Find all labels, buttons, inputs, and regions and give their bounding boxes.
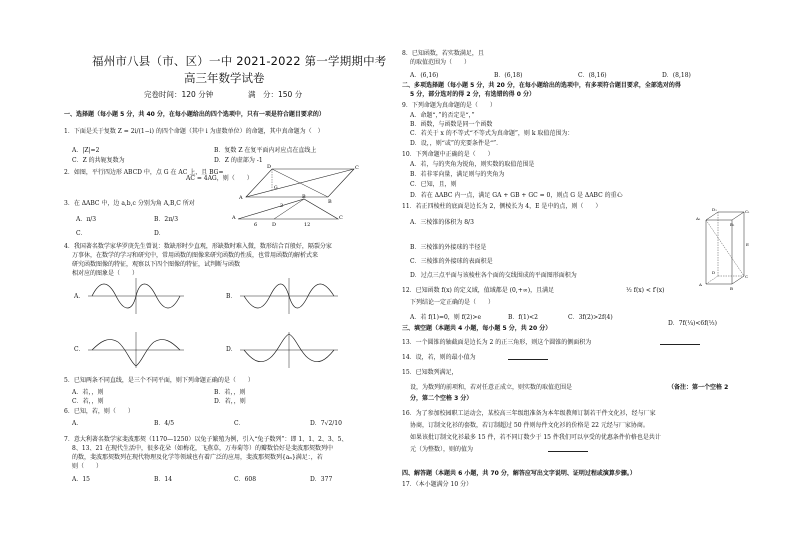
cube-label-d: D <box>712 270 716 275</box>
fig3-label-6: 6 <box>254 222 258 228</box>
question-15: 15．已知数列满足， <box>402 369 458 376</box>
q6-option-b: B．4/5 <box>154 420 175 427</box>
cube-label-c: C <box>745 274 749 279</box>
question-2-cont: AC = 4AG，则（ ） <box>186 175 253 182</box>
q15-note: （备注：第一个空格 2 <box>668 384 729 391</box>
q9-option-a: A．命题“，”的否定是“，” <box>410 112 475 119</box>
q3-option-a: A．π/3 <box>76 216 97 223</box>
q7-option-c: C．608 <box>234 476 257 483</box>
question-8-cont: 的取值范围为（ ） <box>410 59 471 66</box>
question-11: 11．若正四棱柱的底面是边长为 2，侧棱长为 4，E 是中的点，则（ ） <box>402 203 602 210</box>
question-4-line3: 研究函数图像的特征，观察以下四个图像的特征，试判断与函数 <box>72 261 241 268</box>
q10-option-b: B．若非零向量，满足则与的夹角为 <box>410 171 505 178</box>
left-column <box>58 0 393 550</box>
q16-answer-blank[interactable] <box>548 446 588 452</box>
question-12-prompt: 下列结论一定正确的是（ ） <box>410 299 495 306</box>
q3-option-d: D． <box>154 230 165 237</box>
q8-option-a: A．(6,16) <box>410 72 439 79</box>
question-5: 5．已知两条不同直线，是三个不同平面，则下列命题正确的是（ ） <box>64 377 254 384</box>
graph-option-a <box>88 278 186 316</box>
question-1: 1．下面是关于复数 Z = 2i/(1−i) 的四个命题（其中 i 为虚数单位）的命题，其中真命题为（ ） <box>64 128 324 135</box>
question-16-line2: 协商，订制文化衫的套数，若订制超过 50 件则每件文化衫的价格是 22 元经与厂家协商。 <box>410 422 649 429</box>
question-7-line4: 则（ ） <box>72 463 103 470</box>
right-column <box>398 0 758 550</box>
question-16-line1: 16．为了参加校园职工运动会，某校高三年级组准备为本年级教师订制若干件文化衫，经与厂家 <box>402 410 656 417</box>
fig3-label-2: 2 <box>280 203 284 209</box>
question-16-line3: 如果该批订制文化衫最多 15 件，若不同订数少于 15 件我们可以享受的优惠条件价格也是共计 <box>410 434 661 441</box>
exam-score: 满 分：150 分 <box>248 90 303 99</box>
cube-label-b: B <box>730 286 733 291</box>
q6-option-a: A． <box>72 420 83 427</box>
q7-option-d: D．377 <box>310 476 333 483</box>
exam-subtitle: 高三年数学试卷 <box>184 71 265 85</box>
fig2-label-a: A <box>239 195 243 201</box>
graph-option-b <box>240 278 340 316</box>
question-9: 9．下列命题为真命题的是（ ） <box>402 102 496 109</box>
q3-option-b: B．2π/3 <box>154 216 179 223</box>
graph-option-c <box>88 332 186 370</box>
q15-note-cont: 分，第二个空格 3 分） <box>410 395 473 402</box>
fig3-label-c: C <box>339 215 343 221</box>
q4-option-d: D． <box>226 346 237 353</box>
q8-option-c: C．(8,16) <box>578 72 607 79</box>
cube-label-d1: D₁ <box>712 207 717 212</box>
question-7-line1: 7．意大利著名数学家斐波那契（1170—1250）以兔子繁殖为例，引入“兔子数列”：即 1、1、2、3、5、 <box>64 436 348 443</box>
section-3-heading: 三、填空题（本题共 4 小题，每小题 5 分，共 20 分） <box>402 325 552 332</box>
q6-option-d: D．7√2/10 <box>310 420 342 427</box>
q11-option-c: C．三棱锥的外接球的表面积是 <box>410 258 493 265</box>
cube-label-a1: A₁ <box>696 216 701 221</box>
q1-option-c: C．Z 的共轭复数为 <box>72 157 125 164</box>
q5-option-a: A．若，，则 <box>72 389 104 396</box>
question-17: 17．（本小题满分 10 分） <box>402 481 473 488</box>
fig2-label-g: G <box>274 186 278 191</box>
question-7-line3: 的数，斐波那契数列在现代物理及化学等领域也有着广泛的应用，斐波那契数列{aₙ}满足：，若 <box>72 454 323 461</box>
q12-option-d: D．7f(¼)<6f(⅓) <box>668 320 717 327</box>
prism-figure <box>696 207 752 291</box>
question-2: 2．如图，平行四边形 ABCD 中，点 G 在 AC 上，且 BG= <box>64 169 224 176</box>
section-4-heading: 四、解答题（本题共 6 小题，共 70 分，解答应写出文字说明、证明过程或演算步骤。） <box>402 470 636 477</box>
fig2-label-c: C <box>355 165 359 171</box>
q4-option-c: C． <box>74 346 85 353</box>
cube-label-c1: C₁ <box>745 209 750 214</box>
q8-option-b: B．(6,18) <box>494 72 523 79</box>
q10-option-c: C．已知，且，则 <box>410 181 457 188</box>
question-13: 13．一个圆锥的轴截面是边长为 2 的正三角形，则这个圆锥的侧面积为 <box>402 339 592 346</box>
triangle-figure <box>234 195 344 227</box>
question-10: 10．下列命题中正确的是（ ） <box>402 151 494 158</box>
graph-option-d <box>240 332 340 370</box>
question-4-line4: 相对应的图象是（ ） <box>72 270 139 277</box>
q8-option-d: D．(8,18) <box>662 72 691 79</box>
q9-option-c: C．若关于 x 的不等式“不等式为真命题”，则 k 取值范围为： <box>410 130 574 137</box>
q1-option-d: D．Z 的虚部为 -1 <box>214 157 263 164</box>
question-7-line2: 8、13、21 在现代生活中，很多花朵（如梅花，飞燕草，万寿菊等）的瓣数恰好是斐波那契数列中 <box>72 445 333 452</box>
section-2-heading: 二、多项选择题（每小题 5 分，共 20 分，在每小题给出的选项中，有多项符合题目要求，全部选对的得 <box>402 82 681 89</box>
q1-option-b: B．复数 Z 在复平面内对应点在直线上 <box>214 147 317 154</box>
section-2-heading-cont: 5 分，部分选对的得 2 分，有选错的得 0 分） <box>410 91 535 98</box>
fig3-label-d: D <box>272 222 277 228</box>
fig3-label-a: A <box>232 215 236 221</box>
fig2-label-d: D <box>267 164 272 170</box>
q12-option-b: B．f(1)<2 <box>508 314 538 321</box>
q9-option-d: D．设，，则“或”的充要条件是“”． <box>410 140 503 147</box>
q14-answer-blank[interactable] <box>508 354 548 360</box>
question-12: 12．已知函数 f(x) 的定义域，值域都是 (0,+∞)，且满足 <box>402 287 555 294</box>
q6-option-c: C． <box>234 420 245 427</box>
q11-option-b: B．三棱锥的外接球的半径是 <box>410 244 487 251</box>
q12-option-c: C．3f(2)>2f(4) <box>568 314 613 321</box>
q12-option-a: A．若 f(1)=0，则 f(2)>e <box>410 314 482 321</box>
question-15-cont: 设，为数列的前项和，若对任意正成立，则实数的取值范围是 <box>410 384 573 391</box>
q1-option-a: A．|Z|=2 <box>72 147 100 154</box>
exam-title: 福州市八县（市、区）一中 2021-2022 第一学期期中考 <box>92 54 387 68</box>
question-14: 14．设，若，则的最小值为 <box>402 354 476 361</box>
q5-option-b: B．若，，则 <box>214 389 246 396</box>
question-12-condition: ½ f(x) < f′(x) <box>626 287 665 294</box>
q7-option-b: B．14 <box>154 476 173 483</box>
q11-option-d: D．过点三点平面与该棱柱各个面的交线围成的平面图形面积为 <box>410 272 577 279</box>
cube-label-a: A <box>699 282 702 287</box>
q13-answer-blank[interactable] <box>660 339 700 345</box>
q9-option-b: B．函数，与函数是同一个函数 <box>410 121 493 128</box>
q10-option-a: A．若，与的夹角为锐角，则实数的取值范围是 <box>410 161 535 168</box>
fig2-label-b: B <box>328 199 332 205</box>
q5-option-c: C．若，，则 <box>72 398 104 405</box>
cube-label-b1: B₁ <box>730 222 735 227</box>
exam-time: 完卷时间：120 分钟 <box>144 90 214 99</box>
cube-label-e: E <box>746 242 749 247</box>
fig3-label-12: 12 <box>304 222 311 228</box>
question-8: 8．已知函数，若实数满足，且 <box>402 50 484 57</box>
q11-option-a: A．三棱锥的体积为 8/3 <box>410 219 474 226</box>
section-1-heading: 一、选择题（每小题 5 分，共 40 分，在每小题给出的四个选项中，只有一项是符合题目要求的） <box>64 111 325 118</box>
question-4-line2: 万事休，在数学的学习和研究中，常用函数的图像来研究函数的性质，也常用函数的解析式来 <box>72 252 319 259</box>
q10-option-d: D．若在 ΔABC 内一点，满足 GA + GB + GC = 0，则点 G 是 ΔABC 的重心 <box>410 192 623 199</box>
question-6: 6．已知，若，则（ ） <box>64 408 134 415</box>
question-3: 3．在 ΔABC 中，边 a,b,c 分别为角 A,B,C 所对 <box>64 200 195 207</box>
question-16-line4: 元（为整数），则的值为 <box>410 446 474 453</box>
q7-option-a: A．15 <box>72 476 90 483</box>
fig3-label-b: B <box>302 194 306 200</box>
question-4-line1: 4．我国著名数学家华罗庚先生曾说：数缺形时少直观，形缺数时难入微，数形结合百般好，隔裂分家 <box>64 243 332 250</box>
q5-option-d: D．若，，则 <box>214 398 246 405</box>
q3-option-c: C． <box>76 230 87 237</box>
q4-option-b: B． <box>226 293 237 300</box>
q4-option-a: A． <box>74 293 85 300</box>
